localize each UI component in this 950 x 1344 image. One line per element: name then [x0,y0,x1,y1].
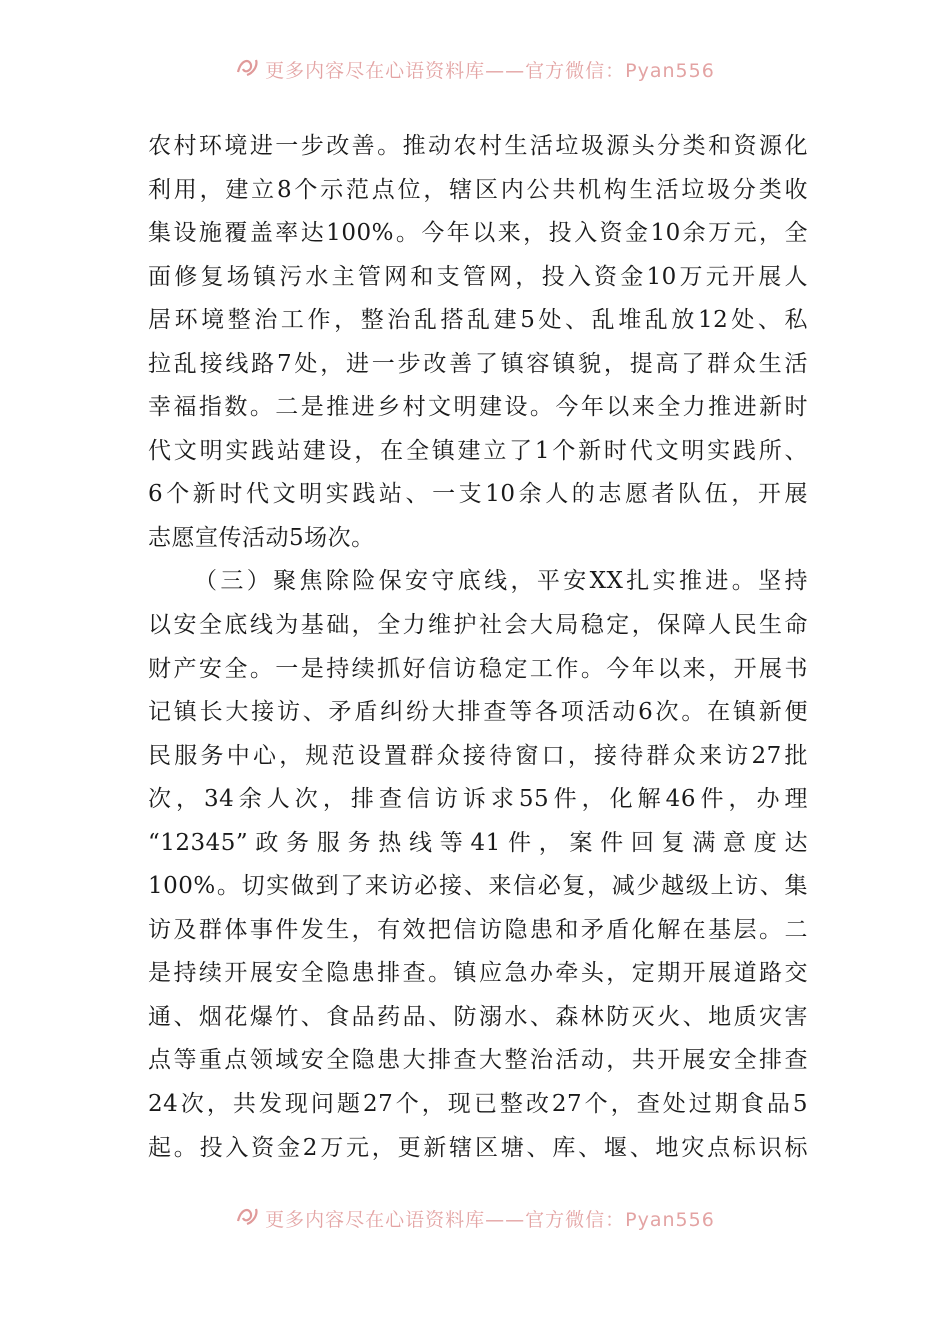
body-line: 以安全底线为基础，全力维护社会大局稳定，保障人民生命 [148,612,808,639]
body-line: 记镇长大接访、矛盾纠纷大排查等各项活动6次。在镇新便 [148,699,808,726]
body-line: 集设施覆盖率达100%。今年以来，投入资金10余万元，全 [148,220,808,247]
body-line: 代文明实践站建设，在全镇建立了1个新时代文明实践所、 [148,437,808,464]
watermark-text: 更多内容尽在心语资料库——官方微信：Pyan556 [265,1209,715,1231]
section-heading-line: （三）聚焦除险保安守底线，平安XX扎实推进。坚持 [194,568,808,595]
body-line: 通、烟花爆竹、食品药品、防溺水、森林防灭火、地质灾害 [148,1003,808,1030]
body-line: 访及群体事件发生，有效把信访隐患和矛盾化解在基层。二 [148,916,808,943]
watermark-footer [0,1205,950,1235]
body-line: 24次，共发现问题27个，现已整改27个，查处过期食品5 [148,1091,808,1118]
body-line: 100%。切实做到了来访必接、来信必复，减少越级上访、集 [148,873,808,900]
body-line: “12345”政务服务热线等41件，案件回复满意度达 [148,829,808,856]
body-line: 6个新时代文明实践站、一支10余人的志愿者队伍，开展 [148,481,808,508]
body-line: 点等重点领域安全隐患大排查大整治活动，共开展安全排查 [148,1047,808,1074]
watermark-logo-icon [235,56,261,83]
body-line: 财产安全。一是持续抓好信访稳定工作。今年以来，开展书 [148,655,808,682]
body-line: 是持续开展安全隐患排查。镇应急办牵头，定期开展道路交 [148,960,808,987]
body-line: 利用，建立8个示范点位，辖区内公共机构生活垃圾分类收 [148,176,808,203]
body-line: 拉乱接线路7处，进一步改善了镇容镇貌，提高了群众生活 [148,350,808,377]
body-line: 次，34余人次，排查信访诉求55件，化解46件，办理 [148,786,808,813]
watermark-header [0,56,950,86]
body-line: 面修复场镇污水主管网和支管网，投入资金10万元开展人 [148,263,808,290]
body-line: 起。投入资金2万元，更新辖区塘、库、堰、地灾点标识标 [148,1134,808,1161]
body-line: 农村环境进一步改善。推动农村生活垃圾源头分类和资源化 [148,133,808,159]
watermark-text: 更多内容尽在心语资料库——官方微信：Pyan556 [265,60,715,82]
body-line: 居环境整治工作，整治乱搭乱建5处、乱堆乱放12处、私 [148,307,808,334]
watermark-logo-icon [235,1205,261,1232]
body-line: 志愿宣传活动5场次。 [148,524,375,551]
body-line: 幸福指数。二是推进乡村文明建设。今年以来全力推进新时 [148,394,808,421]
document-body [148,125,808,1170]
body-line: 民服务中心，规范设置群众接待窗口，接待群众来访27批 [148,742,808,769]
